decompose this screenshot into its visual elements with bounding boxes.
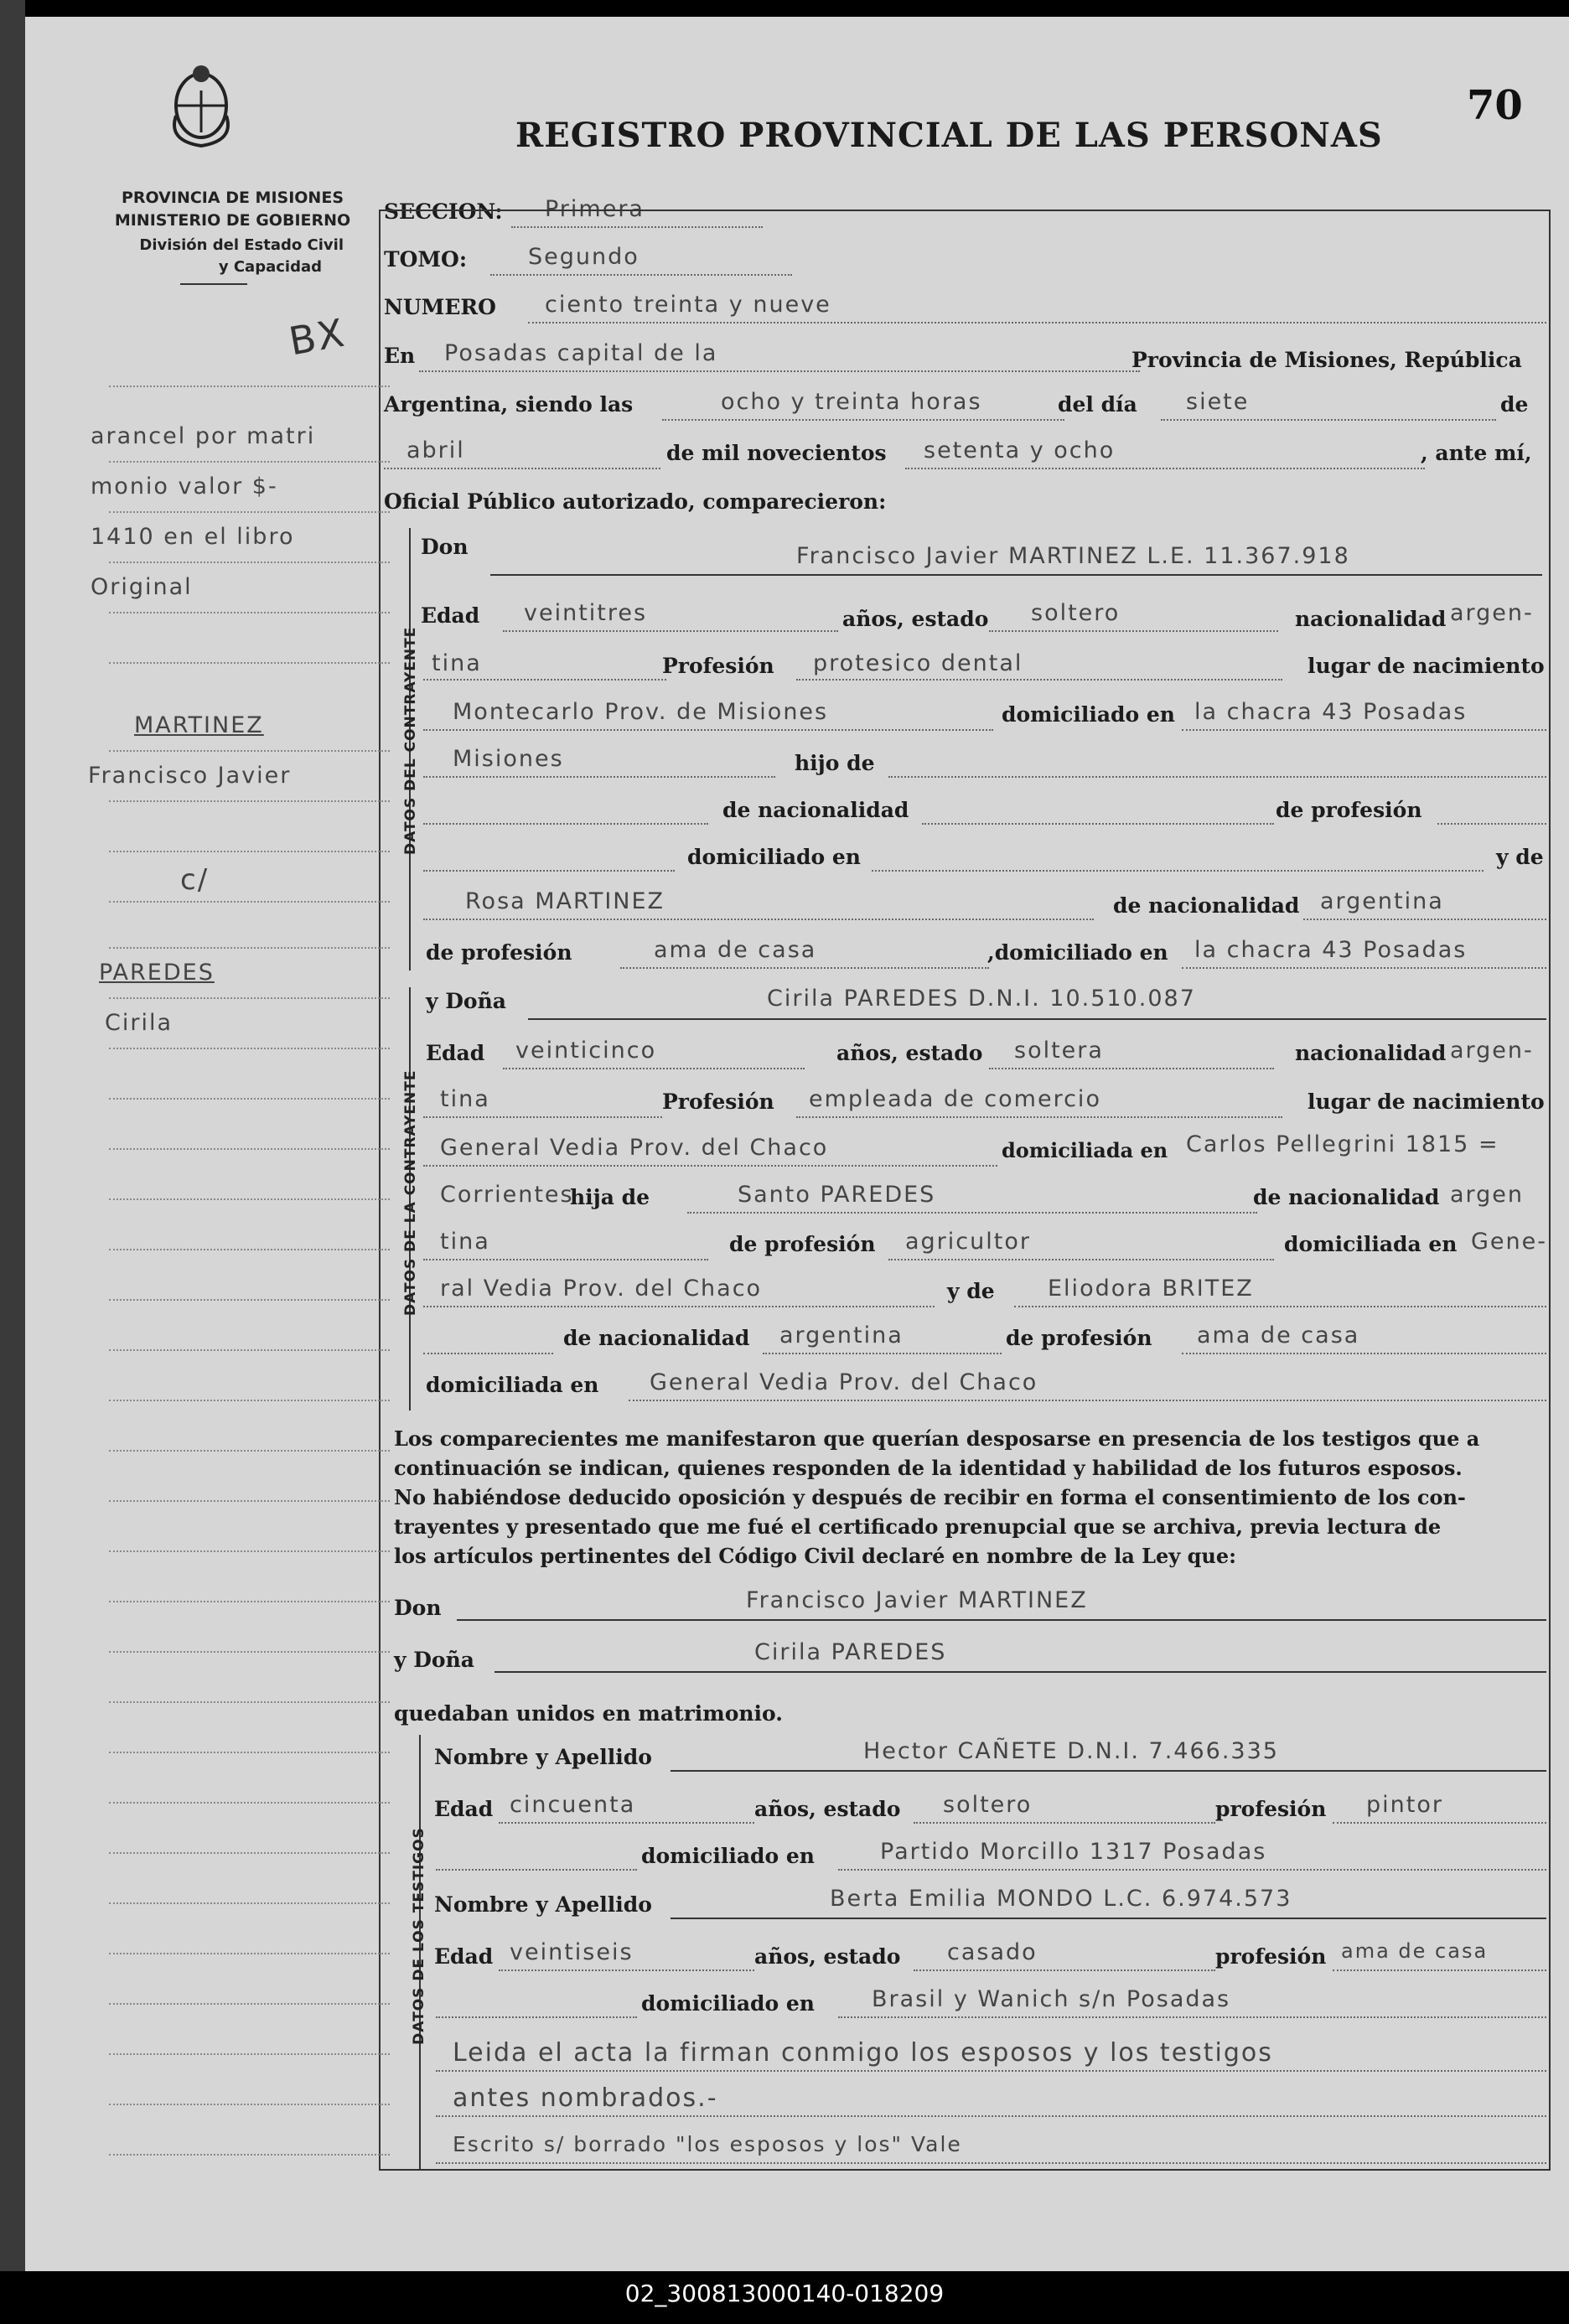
page-number: 70	[1467, 82, 1523, 129]
declaration-line-1: Los comparecientes me manifestaron que querían desposarse en presencia de los testigos que a	[394, 1426, 1480, 1451]
contrayenta-madre-nac-line	[763, 1353, 1002, 1354]
day-value: siete	[1186, 389, 1250, 415]
contrayente-dom-label: domiciliado en	[1002, 702, 1175, 727]
en-label: En	[384, 344, 416, 368]
contrayente-madre-prof-line	[620, 967, 989, 969]
contrayenta-prof: empleada de comercio	[809, 1086, 1101, 1112]
contrayenta-blank-1	[423, 1353, 553, 1354]
contrayenta-nac-label: nacionalidad	[1295, 1041, 1447, 1065]
contrayente-prof-label: Profesión	[662, 654, 774, 678]
t2-prof-line	[1333, 1969, 1546, 1971]
declaration-dona: Cirila PAREDES	[754, 1639, 947, 1665]
margin-rule	[109, 851, 390, 852]
contrayenta-padre-nac-label: de nacionalidad	[1253, 1185, 1440, 1209]
declaration-dona-label: y Doña	[394, 1648, 474, 1672]
contrayenta-madre: Eliodora BRITEZ	[1048, 1276, 1254, 1302]
declaration-don: Francisco Javier MARTINEZ	[746, 1587, 1088, 1613]
margin-initials: BX	[285, 309, 350, 365]
t1-name-line	[671, 1770, 1546, 1772]
margin-arancel-2: monio valor $-	[91, 474, 278, 499]
t1-name: Hector CAÑETE D.N.I. 7.466.335	[863, 1738, 1279, 1764]
t2-estado-line	[914, 1969, 1215, 1971]
institution-line-4: y Capacidad	[218, 258, 322, 276]
contrayente-name: Francisco Javier MARTINEZ L.E. 11.367.918	[796, 543, 1350, 569]
coat-of-arms-icon	[168, 57, 235, 153]
contrayenta-padre: Santo PAREDES	[738, 1182, 936, 1208]
contrayenta-madre-nac-label: de nacionalidad	[563, 1326, 750, 1350]
seccion-line	[511, 226, 763, 228]
contrayente-madre-dom-line	[1182, 967, 1546, 969]
contrayenta-yde-label: y de	[947, 1279, 995, 1303]
contrayente-don-label: Don	[421, 535, 469, 559]
testigos-side-label: DATOS DE LOS TESTIGOS	[411, 1827, 427, 2045]
margin-rule	[109, 1802, 390, 1804]
tomo-label: TOMO:	[384, 247, 468, 272]
contrayenta-padre-prof-label: de profesión	[729, 1232, 876, 1256]
contrayente-dom2-label: domiciliado en	[687, 845, 861, 869]
page-right-border	[1549, 210, 1551, 2171]
declaration-line-4: trayentes y presentado que me fué el certificado prenupcial que se archiva, previa lectura de	[394, 1514, 1442, 1539]
contrayenta-padre-dom-1: Gene-	[1471, 1229, 1547, 1255]
month-value: abril	[406, 437, 465, 463]
contrayente-lugar-label: lugar de nacimiento	[1308, 654, 1545, 678]
t2-name: Berta Emilia MONDO L.C. 6.974.573	[830, 1886, 1292, 1912]
del-dia-label: del día	[1058, 392, 1137, 417]
margin-rule	[109, 1651, 390, 1653]
margin-rule	[109, 1048, 390, 1049]
margin-rule	[109, 1500, 390, 1502]
contrayente-name-line	[490, 574, 1542, 576]
contrayenta-edad: veinticinco	[515, 1038, 657, 1064]
t1-edad-line	[499, 1822, 754, 1824]
en-value: Posadas capital de la	[444, 340, 718, 366]
t2-dom: Brasil y Wanich s/n Posadas	[872, 1986, 1231, 2012]
contrayente-madre-line	[423, 919, 1094, 920]
t2-edad-line	[499, 1969, 754, 1971]
contrayenta-padre-nac-line	[423, 1259, 708, 1260]
contrayente-lugar-line	[423, 729, 993, 731]
contrayenta-dom-1: Carlos Pellegrini 1815 =	[1186, 1131, 1499, 1157]
margin-rule	[109, 1953, 390, 1954]
t1-anos-label: años, estado	[754, 1797, 901, 1821]
contrayenta-estado: soltera	[1014, 1038, 1104, 1064]
margin-surname-1: MARTINEZ	[134, 712, 264, 738]
contrayente-dom2-line	[423, 776, 775, 778]
margin-rule	[109, 1198, 390, 1200]
contrayenta-lugar: General Vedia Prov. del Chaco	[440, 1135, 829, 1161]
margin-rule	[109, 1098, 390, 1100]
contrayente-hijo-label: hijo de	[795, 751, 875, 775]
hour-line	[662, 419, 1064, 421]
contrayente-madre: Rosa MARTINEZ	[465, 888, 665, 914]
t1-prof: pintor	[1366, 1792, 1443, 1818]
margin-rule	[109, 562, 390, 563]
book-binding	[0, 0, 25, 2271]
closing-line-2-rule	[436, 2115, 1546, 2117]
contrayente-estado-line	[989, 630, 1278, 632]
margin-rule	[109, 901, 390, 903]
t1-nombre-label: Nombre y Apellido	[434, 1745, 652, 1769]
contrayenta-dom-label: domiciliada en	[1002, 1138, 1168, 1162]
contrayente-anos-label: años, estado	[842, 607, 989, 631]
closing-line-1-rule	[436, 2070, 1546, 2072]
contrayente-nac-1: argen-	[1450, 600, 1534, 626]
contrayenta-dom-2: Corrientes	[440, 1182, 574, 1208]
contrayenta-nac-1: argen-	[1450, 1038, 1534, 1064]
ante-label: , ante mí,	[1421, 441, 1532, 465]
contrayenta-name-line	[528, 1018, 1546, 1020]
margin-rule	[109, 2053, 390, 2055]
contrayente-side-label: DATOS DEL CONTRAYENTE	[402, 626, 419, 855]
margin-rule	[109, 1349, 390, 1351]
contrayente-dom-line	[1182, 729, 1546, 731]
contrayente-madre-nac-line	[1303, 919, 1546, 920]
margin-given-2: Cirila	[105, 1010, 173, 1036]
seccion-value: Primera	[545, 196, 645, 222]
t1-blank	[436, 1869, 637, 1871]
margin-rule	[109, 1299, 390, 1301]
contrayente-yde-label: y de	[1496, 845, 1544, 869]
tomo-line	[490, 274, 792, 276]
contrayenta-madre-dom: General Vedia Prov. del Chaco	[650, 1369, 1038, 1395]
t1-dom: Partido Morcillo 1317 Posadas	[880, 1839, 1267, 1865]
t1-prof-line	[1333, 1822, 1546, 1824]
page-title: REGISTRO PROVINCIAL DE LAS PERSONAS	[515, 116, 1383, 155]
margin-rule	[109, 1400, 390, 1401]
year-line	[905, 468, 1425, 469]
declaration-dona-line	[495, 1671, 1546, 1673]
institution-line-3: División del Estado Civil	[139, 236, 344, 254]
closing-line-3: Escrito s/ borrado "los esposos y los" Vale	[453, 2132, 962, 2156]
provincia-label: Provincia de Misiones, República	[1131, 348, 1522, 372]
closing-line-1: Leida el acta la firman conmigo los esposos y los testigos	[453, 2038, 1273, 2068]
margin-rule	[109, 2104, 390, 2105]
contrayente-prof-line	[796, 679, 1282, 681]
contrayente-hijo-line	[888, 776, 1546, 778]
margin-rule	[109, 2154, 390, 2156]
margin-rule	[109, 1550, 390, 1552]
margin-rule	[109, 800, 390, 802]
declaration-line-2: continuación se indican, quienes responden de la identidad y habilidad de los futuros esposos.	[394, 1456, 1463, 1480]
contrayenta-estado-line	[989, 1068, 1274, 1069]
contrayenta-lugar-label: lugar de nacimiento	[1308, 1090, 1545, 1114]
margin-arancel-1: arancel por matri	[91, 423, 316, 449]
page-bottom-rule	[379, 2169, 1551, 2171]
margin-rule	[109, 1601, 390, 1602]
institution-line-1: PROVINCIA DE MISIONES	[121, 189, 344, 207]
t2-estado: casado	[947, 1939, 1038, 1965]
contrayenta-padre-nac-1: argen	[1450, 1182, 1525, 1208]
contrayenta-madre-prof-line	[1182, 1353, 1546, 1354]
contrayenta-madre-dom-label: domiciliada en	[426, 1373, 599, 1397]
padre-blank-2	[922, 823, 1274, 825]
contrayenta-padre-nac-2: tina	[440, 1229, 490, 1255]
contrayenta-padre-prof-line	[888, 1259, 1274, 1260]
year-label: de mil novecientos	[666, 441, 887, 465]
declaration-quedaban: quedaban unidos en matrimonio.	[394, 1701, 783, 1726]
contrayente-dom-2: Misiones	[453, 746, 564, 772]
oficial-label: Oficial Público autorizado, comparecieron:	[384, 489, 887, 514]
contrayenta-madre-prof: ama de casa	[1197, 1322, 1360, 1348]
margin-rule	[109, 947, 390, 949]
contrayente-edad-label: Edad	[421, 603, 480, 628]
image-id-caption: 02_300813000140-018209	[624, 2280, 945, 2307]
t1-dom-label: domiciliado en	[641, 1844, 815, 1868]
t1-dom-line	[838, 1869, 1546, 1871]
contrayente-madre-nac-label: de nacionalidad	[1113, 893, 1300, 918]
en-line	[419, 370, 1140, 372]
month-line	[384, 468, 660, 469]
hour-value: ocho y treinta horas	[721, 389, 982, 415]
contrayente-madre-nac: argentina	[1320, 888, 1444, 914]
t2-edad-label: Edad	[434, 1944, 494, 1969]
padre-blank-3	[1437, 823, 1546, 825]
seccion-label: SECCION:	[384, 199, 503, 224]
contrayenta-padre-prof: agricultor	[905, 1229, 1031, 1255]
contrayenta-hija-label: hija de	[570, 1185, 650, 1209]
margin-rule	[109, 511, 390, 513]
contrayente-dom-1: la chacra 43 Posadas	[1194, 699, 1468, 725]
closing-line-3-rule	[436, 2162, 1546, 2164]
contrayente-prof: protesico dental	[813, 650, 1023, 676]
contrayenta-padre-dom-line	[423, 1306, 935, 1307]
closing-line-2: antes nombrados.-	[453, 2083, 718, 2113]
t2-dom-label: domiciliado en	[641, 1991, 815, 2016]
contrayente-nac-label: nacionalidad	[1295, 607, 1447, 631]
day-line	[1161, 419, 1496, 421]
contrayenta-dona-label: y Doña	[426, 989, 506, 1013]
t1-estado-line	[914, 1822, 1215, 1824]
institution-underline	[180, 283, 247, 285]
contrayenta-padre-dom-2: ral Vedia Prov. del Chaco	[440, 1276, 763, 1302]
contrayente-nac-line	[423, 679, 666, 681]
margin-rule	[109, 1148, 390, 1150]
contrayenta-nac-2: tina	[440, 1086, 490, 1112]
margin-rule	[109, 750, 390, 752]
padre-blank-5	[872, 870, 1484, 872]
margin-surname-2: PAREDES	[99, 960, 215, 986]
margin-rule	[109, 461, 390, 463]
margin-conj: c/	[180, 863, 210, 897]
contrayente-madre-prof-label: de profesión	[426, 940, 572, 965]
margin-rule	[109, 997, 390, 999]
t2-prof: ama de casa	[1341, 1939, 1489, 1963]
contrayente-edad-line	[503, 630, 838, 632]
contrayenta-side-label: DATOS DE LA CONTRAYENTE	[402, 1069, 419, 1316]
margin-rule	[109, 1701, 390, 1703]
margin-arancel-3: 1410 en el libro	[91, 524, 295, 550]
margin-rule	[109, 1852, 390, 1854]
t1-edad-label: Edad	[434, 1797, 494, 1821]
contrayente-de-prof-label: de profesión	[1276, 798, 1422, 822]
de-label: de	[1500, 392, 1529, 417]
contrayenta-anos-label: años, estado	[836, 1041, 983, 1065]
t2-anos-label: años, estado	[754, 1944, 901, 1969]
contrayenta-madre-prof-label: de profesión	[1006, 1326, 1152, 1350]
t2-nombre-label: Nombre y Apellido	[434, 1892, 652, 1917]
declaration-don-label: Don	[394, 1596, 442, 1620]
contrayenta-madre-line	[1014, 1306, 1546, 1307]
padre-blank-1	[423, 823, 708, 825]
contrayenta-madre-dom-line	[629, 1400, 1546, 1401]
contrayente-lugar: Montecarlo Prov. de Misiones	[453, 699, 829, 725]
t1-prof-label: profesión	[1215, 1797, 1327, 1821]
contrayenta-prof-label: Profesión	[662, 1090, 774, 1114]
register-page	[25, 17, 1569, 2271]
margin-rule	[109, 1752, 390, 1753]
numero-label: NUMERO	[384, 295, 496, 319]
t2-name-line	[671, 1918, 1546, 1919]
contrayente-madre-prof: ama de casa	[654, 937, 817, 963]
margin-rule	[109, 662, 390, 664]
margin-rule	[109, 386, 390, 387]
t1-edad: cincuenta	[510, 1792, 636, 1818]
contrayenta-name: Cirila PAREDES D.N.I. 10.510.087	[767, 986, 1196, 1012]
contrayenta-padre-dom-label: domiciliada en	[1284, 1232, 1458, 1256]
contrayente-madre-dom-label: ,domiciliado en	[987, 940, 1168, 965]
t2-edad: veintiseis	[510, 1939, 634, 1965]
margin-rule	[109, 1902, 390, 1904]
margin-rule	[109, 612, 390, 613]
declaration-don-line	[457, 1619, 1546, 1621]
margin-given-1: Francisco Javier	[88, 763, 292, 789]
t2-prof-label: profesión	[1215, 1944, 1327, 1969]
contrayenta-lugar-line	[423, 1165, 997, 1167]
t2-blank	[436, 2016, 637, 2018]
year-value: setenta y ocho	[924, 437, 1116, 463]
margin-rule	[109, 1450, 390, 1452]
declaration-line-5: los artículos pertinentes del Código Civil declaré en nombre de la Ley que:	[394, 1544, 1236, 1568]
tomo-value: Segundo	[528, 244, 640, 270]
contrayente-madre-dom: la chacra 43 Posadas	[1194, 937, 1468, 963]
contrayente-nac-2: tina	[432, 650, 482, 676]
page-top-rule	[379, 210, 1551, 211]
contrayenta-edad-line	[503, 1068, 805, 1069]
margin-rule	[109, 2003, 390, 2005]
contrayenta-nac-line	[423, 1116, 662, 1118]
declaration-line-3: No habiéndose deducido oposición y después de recibir en forma el consentimiento de los con-	[394, 1485, 1466, 1509]
numero-value: ciento treinta y nueve	[545, 292, 831, 318]
padre-blank-4	[423, 870, 675, 872]
margin-rule	[109, 1249, 390, 1250]
contrayenta-madre-nac: argentina	[779, 1322, 904, 1348]
numero-line	[528, 322, 1546, 323]
contrayenta-padre-line	[687, 1212, 1257, 1214]
institution-line-2: MINISTERIO DE GOBIERNO	[114, 211, 351, 230]
argentina-label: Argentina, siendo las	[384, 392, 634, 417]
t2-dom-line	[838, 2016, 1546, 2018]
contrayenta-prof-line	[796, 1116, 1282, 1118]
contrayenta-edad-label: Edad	[426, 1041, 485, 1065]
margin-divider	[379, 210, 381, 2171]
contrayente-de-nac-label: de nacionalidad	[722, 798, 909, 822]
contrayente-edad: veintitres	[524, 600, 648, 626]
contrayente-estado: soltero	[1031, 600, 1121, 626]
margin-arancel-4: Original	[91, 574, 193, 600]
t1-estado: soltero	[943, 1792, 1033, 1818]
